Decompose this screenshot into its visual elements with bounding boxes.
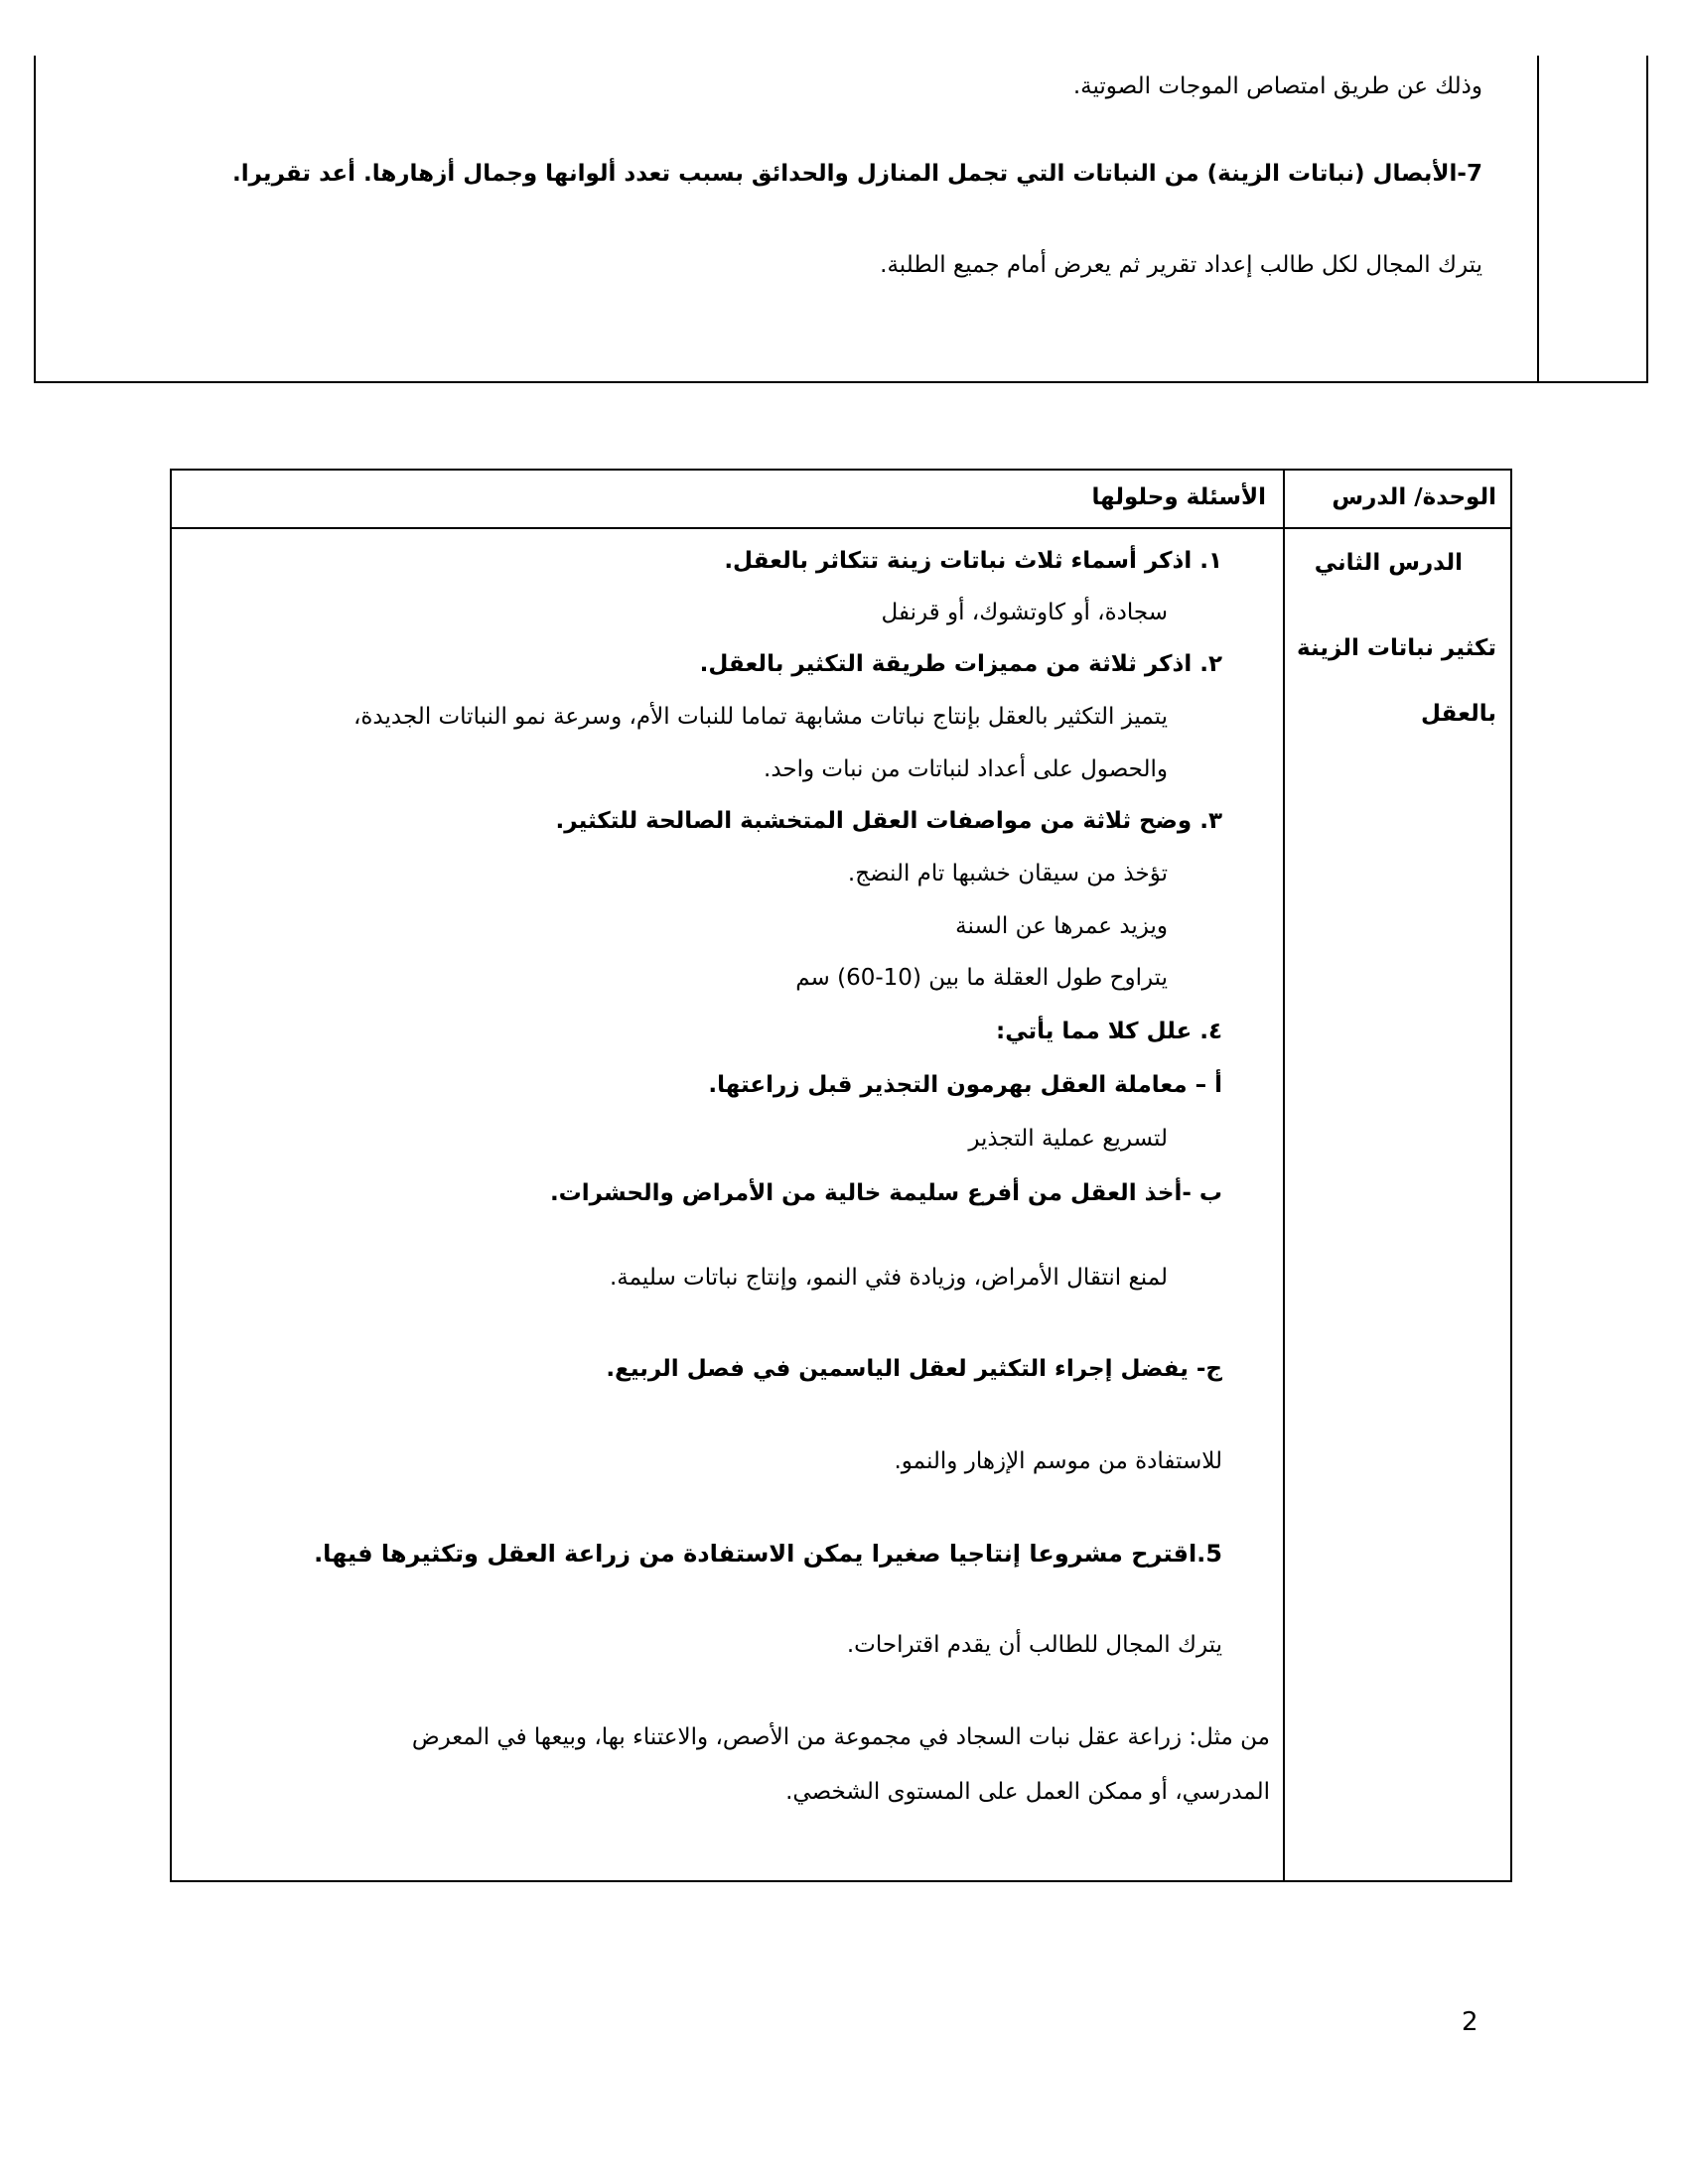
question-4a: أ – معاملة العقل بهرمون التجذير قبل زراعتها.: [708, 1072, 1222, 1098]
answer-5-line1: يترك المجال للطالب أن يقدم اقتراحات.: [846, 1632, 1222, 1658]
answer-2-line1: يتميز التكثير بالعقل بإنتاج نباتات مشابهة تماما للنبات الأم، وسرعة نمو النباتات الجديدة،: [352, 704, 1168, 730]
answer-3-line1: تؤخذ من سيقان خشبها تام النضج.: [847, 861, 1168, 887]
lesson-title-line2: بالعقل: [1421, 701, 1496, 727]
answer-5-line2: من مثل: زراعة عقل نبات السجاد في مجموعة من الأصص، والاعتناء بها، وبيعها في المعرض: [411, 1724, 1270, 1750]
question-4: ٤. علل كلا مما يأتي:: [996, 1019, 1222, 1044]
question-3: ٣. وضح ثلاثة من مواصفات العقل المتخشبة الصالحة للتكثير.: [555, 808, 1222, 834]
table-column-divider: [1283, 471, 1285, 1880]
answer-2-line2: والحصول على أعداد لنباتات من نبات واحد.: [764, 756, 1168, 782]
question-4c: ج- يفضل إجراء التكثير لعقل الياسمين في فصل الربيع.: [606, 1356, 1222, 1382]
previous-table-column-divider: [1537, 56, 1539, 383]
header-questions: الأسئلة وحلولها: [1091, 484, 1266, 510]
previous-answer-line: وذلك عن طريق امتصاص الموجات الصوتية.: [1072, 73, 1482, 99]
question-5: 5.اقترح مشروعا إنتاجيا صغيرا يمكن الاستفادة من زراعة العقل وتكثيرها فيها.: [314, 1540, 1222, 1568]
previous-table-section: [34, 56, 1648, 383]
table-header-divider: [172, 527, 1510, 529]
answer-4b: لمنع انتقال الأمراض، وزيادة فثي النمو، وإنتاج نباتات سليمة.: [609, 1265, 1168, 1291]
answer-3-line3: يتراوح طول العقلة ما بين (10-60) سم: [795, 965, 1168, 991]
lesson-title-line1: تكثير نباتات الزينة: [1297, 635, 1496, 661]
answer-4a: لتسريع عملية التجذير: [968, 1126, 1168, 1152]
lesson-number: الدرس الثاني: [1314, 550, 1463, 576]
question-4b: ب -أخذ العقل من أفرع سليمة خالية من الأمراض والحشرات.: [549, 1180, 1222, 1206]
header-unit-lesson: الوحدة/ الدرس: [1332, 484, 1496, 510]
question-7: 7-الأبصال (نباتات الزينة) من النباتات التي تجمل المنازل والحدائق بسبب تعدد ألوانها وجمال أزهارها. أعد تقريرا.: [232, 161, 1482, 187]
question-1: ١. اذكر أسماء ثلاث نباتات زينة تتكاثر بالعقل.: [724, 548, 1222, 574]
answer-3-line2: ويزيد عمرها عن السنة: [955, 913, 1168, 939]
answer-5-line3: المدرسي، أو ممكن العمل على المستوى الشخصي.: [785, 1779, 1270, 1805]
page-number: 2: [1462, 2007, 1478, 2037]
answer-1: سجادة، أو كاوتشوك، أو قرنفل: [881, 600, 1168, 625]
questions-table: [170, 469, 1512, 1882]
answer-4c: للاستفادة من موسم الإزهار والنمو.: [894, 1448, 1222, 1474]
answer-7: يترك المجال لكل طالب إعداد تقرير ثم يعرض أمام جميع الطلبة.: [880, 252, 1482, 278]
question-2: ٢. اذكر ثلاثة من مميزات طريقة التكثير بالعقل.: [699, 651, 1222, 677]
